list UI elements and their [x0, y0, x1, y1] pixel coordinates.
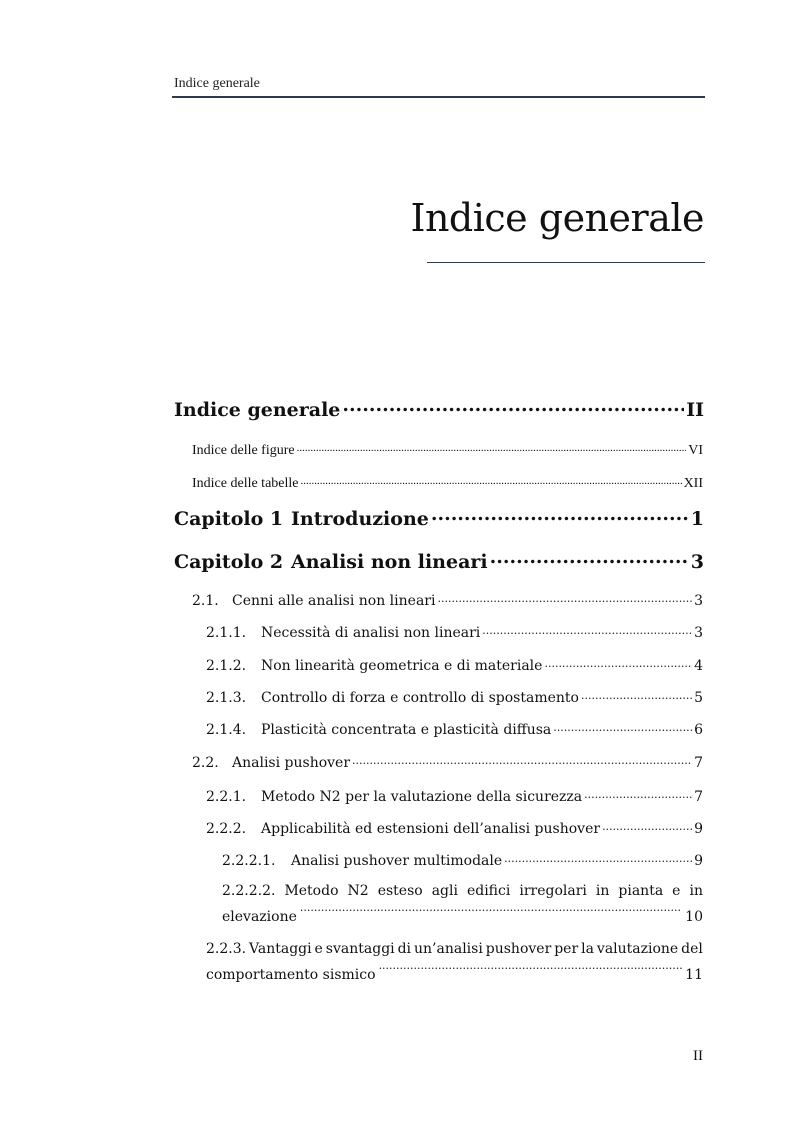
toc-entry-indice-figure[interactable]: [192, 440, 703, 459]
title-rule: [427, 262, 705, 263]
toc-leader-dots: [490, 549, 689, 568]
toc-entry-capitolo-2[interactable]: [174, 549, 704, 573]
toc-entry-page: 3: [694, 593, 703, 609]
toc-entry-number: 2.1.3.: [206, 690, 247, 706]
toc-entry-line: [222, 878, 703, 904]
toc-entry-word: per: [554, 941, 579, 957]
toc-entry-label: Indice generale: [174, 399, 341, 421]
toc-entry-number: 2.2.2.2.: [222, 883, 276, 899]
toc-entry-word: Metodo: [284, 883, 339, 899]
toc-entry-label: Applicabilità ed estensioni dell’analisi pushover: [261, 821, 601, 837]
toc-entry-label: Plasticità concentrata e plasticità diffusa: [261, 722, 552, 738]
toc-leader-dots: [584, 787, 692, 801]
toc-entry-word: e: [672, 883, 681, 899]
toc-entry-capitolo-1[interactable]: [174, 506, 704, 530]
toc-entry-2-2-1[interactable]: [206, 787, 703, 805]
toc-entry-2-2-2-2[interactable]: [222, 878, 703, 930]
toc-entry-2-1-1[interactable]: [206, 623, 703, 641]
header-rule: [172, 96, 705, 98]
toc-entry-word: irregolari: [519, 883, 587, 899]
toc-entry-2-1-3[interactable]: [206, 688, 703, 706]
toc-entry-label: elevazione: [222, 909, 297, 925]
toc-entry-word: in: [595, 883, 610, 899]
toc-leader-dots: [437, 591, 692, 605]
toc-entry-page: 9: [694, 853, 703, 869]
toc-entry-number: Capitolo 1: [174, 508, 284, 530]
toc-entry-number: 2.1.4.: [206, 722, 247, 738]
toc-leader-dots: [581, 688, 692, 702]
toc-entry-2-1-2[interactable]: [206, 656, 703, 674]
toc-entry-page: 3: [690, 551, 704, 573]
toc-entry-word: del: [681, 941, 703, 957]
toc-entry-word: esteso: [377, 883, 423, 899]
chapter-title: Indice generale: [410, 196, 704, 240]
toc-leader-dots: [300, 907, 682, 921]
toc-entry-word: valutazione: [596, 941, 679, 957]
toc-entry-number: 2.2.1.: [206, 789, 247, 805]
toc-entry-number: 2.2.2.: [206, 821, 247, 837]
toc-entry-label: Introduzione: [291, 508, 429, 530]
toc-entry-label: comportamento sismico: [206, 967, 376, 983]
toc-entry-label: Indice delle figure: [192, 443, 295, 458]
toc-entry-page: 3: [694, 625, 703, 641]
toc-entry-word: edifici: [466, 883, 511, 899]
toc-leader-dots: [602, 819, 692, 833]
toc-entry-page: 4: [694, 658, 703, 674]
toc-entry-2-2-2[interactable]: [206, 819, 703, 837]
toc-entry-indice-tabelle[interactable]: [192, 473, 703, 492]
toc-entry-page: 7: [694, 755, 703, 771]
toc-entry-page: 9: [694, 821, 703, 837]
toc-entry-line: [206, 936, 703, 962]
toc-entry-word: di: [397, 941, 412, 957]
toc-entry-page: 10: [685, 909, 703, 925]
toc-entry-page: XII: [683, 476, 703, 491]
toc-entry-page: 1: [690, 508, 704, 530]
page-number: II: [693, 1048, 703, 1064]
toc-entry-page: II: [686, 399, 704, 421]
toc-entry-word: un’analisi: [414, 941, 483, 957]
toc-leader-dots: [297, 440, 687, 454]
toc-entry-2-2-2-1[interactable]: [222, 851, 703, 869]
toc-entry-number: 2.2.: [192, 755, 219, 771]
toc-entry-page: 7: [694, 789, 703, 805]
toc-leader-dots: [379, 965, 683, 979]
toc-leader-dots: [482, 623, 692, 637]
toc-leader-dots: [431, 506, 689, 525]
toc-entry-word: pianta: [618, 883, 664, 899]
toc-entry-line: [206, 962, 703, 988]
toc-entry-word: in: [689, 883, 703, 899]
toc-entry-line: [222, 904, 703, 930]
toc-leader-dots: [301, 473, 682, 487]
toc-entry-number: 2.1.1.: [206, 625, 247, 641]
toc-entry-label: Cenni alle analisi non lineari: [232, 593, 436, 609]
toc-entry-number: 2.2.3.: [206, 941, 247, 957]
toc-entry-word: e: [314, 941, 323, 957]
toc-entry-word: N2: [347, 883, 369, 899]
toc-entry-label: Necessità di analisi non lineari: [261, 625, 481, 641]
toc-leader-dots: [352, 753, 692, 767]
toc-entry-number: Capitolo 2: [174, 551, 284, 573]
running-header: Indice generale: [174, 76, 260, 91]
toc-entry-number: 2.1.2.: [206, 658, 247, 674]
toc-entry-2-2-3[interactable]: [206, 936, 703, 988]
toc-entry-word: pushover: [485, 941, 552, 957]
toc-entry-2-1[interactable]: [192, 591, 703, 609]
toc-entry-page: 5: [694, 690, 703, 706]
toc-entry-word: agli: [431, 883, 458, 899]
toc-entry-label: Metodo N2 per la valutazione della sicurezza: [261, 789, 583, 805]
toc-entry-number: 2.2.2.1.: [222, 853, 276, 869]
toc-entry-label: Non linearità geometrica e di materiale: [261, 658, 543, 674]
toc-entry-label: Analisi non lineari: [291, 551, 488, 573]
toc-entry-page: 11: [685, 967, 703, 983]
toc-leader-dots: [504, 851, 692, 865]
toc-entry-page: 6: [694, 722, 703, 738]
toc-leader-dots: [342, 397, 684, 416]
toc-entry-word: svantaggi: [325, 941, 395, 957]
toc-entry-word: Vantaggi: [249, 941, 312, 957]
toc-entry-word: la: [581, 941, 594, 957]
toc-entry-label: Indice delle tabelle: [192, 476, 299, 491]
toc-entry-label: Analisi pushover multimodale: [291, 853, 503, 869]
toc-entry-page: VI: [688, 443, 703, 458]
toc-leader-dots: [553, 720, 692, 734]
toc-leader-dots: [544, 656, 692, 670]
toc-entry-label: Analisi pushover: [232, 755, 351, 771]
toc-entry-indice-generale[interactable]: [174, 397, 704, 421]
toc-entry-label: Controllo di forza e controllo di spostamento: [261, 690, 579, 706]
toc-entry-number: 2.1.: [192, 593, 219, 609]
toc-entry-2-2[interactable]: [192, 753, 703, 771]
toc-entry-2-1-4[interactable]: [206, 720, 703, 738]
